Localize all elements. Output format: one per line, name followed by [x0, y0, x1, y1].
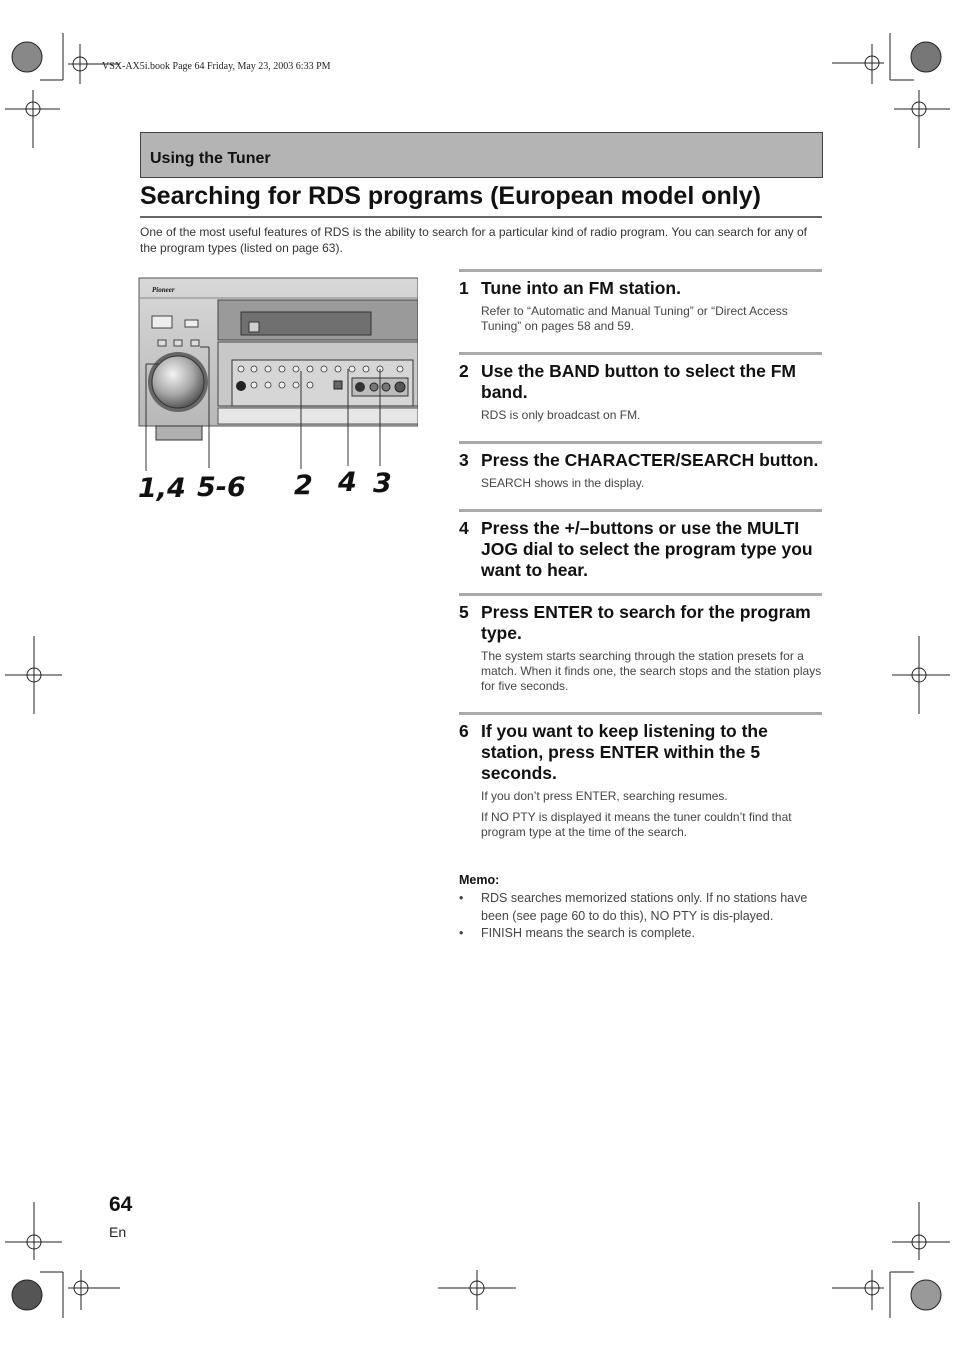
memo-item: [459, 925, 822, 943]
step-list: [459, 269, 822, 858]
step-number: 6: [459, 721, 469, 741]
bullet: •: [459, 891, 464, 905]
memo-text: FINISH means the search is complete.: [481, 926, 695, 940]
step-number: 1: [459, 278, 469, 298]
memo-list: [459, 890, 822, 943]
file-header: VSX-AX5i.book Page 64 Friday, May 23, 2003 6:33 PM: [102, 61, 331, 72]
memo: [459, 873, 822, 943]
step-number: 3: [459, 450, 469, 470]
page-language: En: [109, 1224, 127, 1240]
memo-text: RDS searches memorized stations only. If no stations have been (see page 60 to do this), NO PTY is dis-played.: [481, 891, 808, 923]
step-heading: If you want to keep listening to the station, press ENTER within the 5 seconds.: [481, 721, 768, 783]
callout-label: 2: [294, 470, 313, 501]
step-number: 5: [459, 602, 469, 622]
step-heading: Use the BAND button to select the FM band.: [481, 361, 797, 402]
step-note: If you don’t press ENTER, searching resumes.: [481, 789, 728, 803]
step-number: 4: [459, 518, 469, 538]
step-heading: Press the +/–buttons or use the MULTI JOG dial to select the program type you want to hear.: [481, 518, 813, 580]
step-heading: Press the CHARACTER/SEARCH button.: [481, 450, 819, 470]
step-number: 2: [459, 361, 469, 381]
step-3: [459, 441, 822, 509]
callout-label: 4: [338, 467, 357, 498]
callout-label: 3: [373, 468, 392, 499]
callout-label: 5-6: [197, 472, 246, 503]
step-note: If NO PTY is displayed it means the tuner couldn’t find that program type at the time of the search.: [481, 810, 792, 839]
step-heading: Tune into an FM station.: [481, 278, 681, 298]
step-heading: Press ENTER to search for the program type.: [481, 602, 811, 643]
bullet: •: [459, 926, 464, 940]
page-number: 64: [109, 1193, 133, 1216]
receiver-front-panel-illustration: [138, 276, 418, 511]
intro-paragraph: One of the most useful features of RDS is the ability to search for a particular kind of radio program. You can search for any of the program types (listed on page 63).: [140, 225, 808, 255]
callout-label: 1,4: [138, 473, 186, 504]
section-title: Using the Tuner: [150, 150, 271, 167]
title-rule: [140, 216, 822, 218]
step-note: SEARCH shows in the display.: [481, 476, 645, 490]
brand-logo: Pioneer: [152, 286, 175, 294]
step-note: Refer to “Automatic and Manual Tuning” or “Direct Access Tuning” on pages 58 and 59.: [481, 304, 788, 333]
memo-item: [459, 890, 822, 925]
memo-title: Memo:: [459, 873, 500, 887]
step-6: [459, 712, 822, 858]
step-2: [459, 352, 822, 441]
step-note: The system starts searching through the station presets for a match. When it finds one, the search stops and the station plays for five seconds.: [481, 649, 822, 693]
step-1: [459, 269, 822, 352]
page-title: Searching for RDS programs (European model only): [140, 182, 761, 210]
step-5: [459, 593, 822, 712]
section-bar: [140, 132, 823, 178]
step-note: RDS is only broadcast on FM.: [481, 408, 641, 422]
step-4: [459, 509, 822, 593]
